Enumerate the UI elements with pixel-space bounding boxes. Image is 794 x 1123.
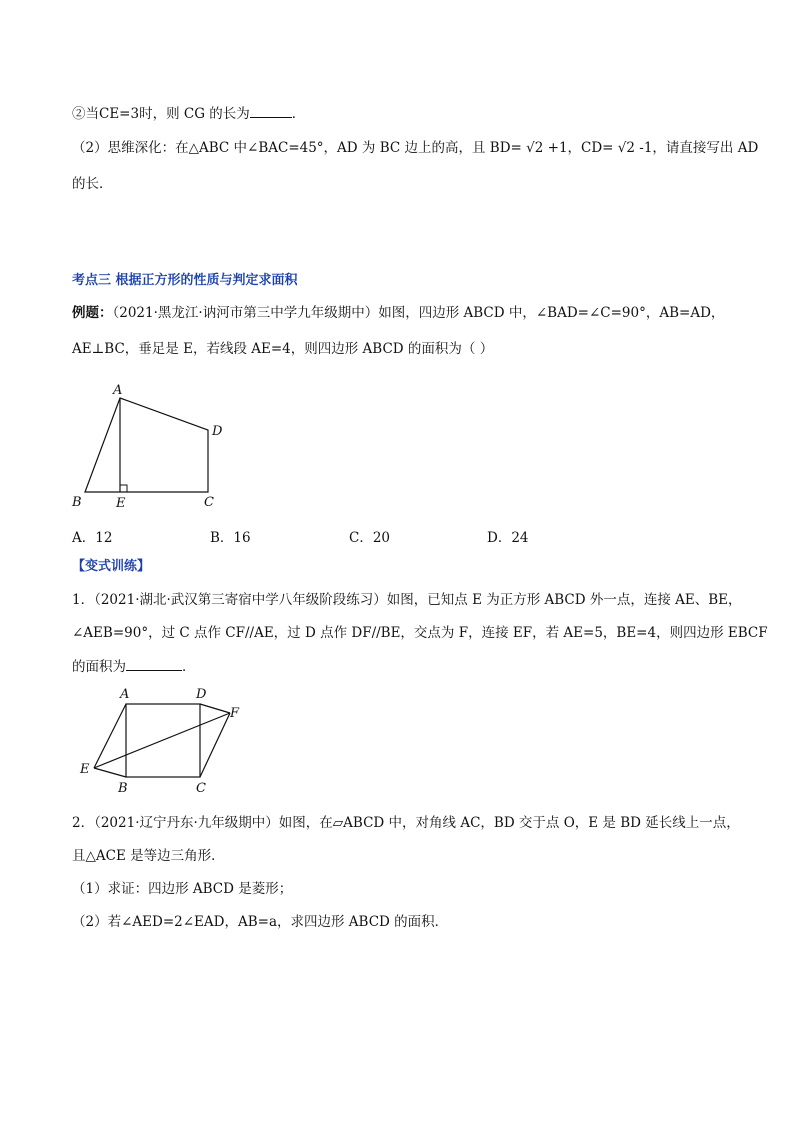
label-a: A: [113, 383, 123, 398]
q-part2-line: [72, 103, 305, 124]
option-b[interactable]: B．16: [210, 530, 251, 546]
problem2-sub2: （2）若∠AED=2∠EAD，AB=a，求四边形 ABCD 的面积．: [72, 914, 449, 930]
label-b: B: [118, 781, 128, 796]
q2-deepening-line: （2）思维深化：在△ABC 中∠BAC=45°，AD 为 BC 边上的高，且 BD= √2 +1，CD= √2 -1，请直接写出 AD: [72, 140, 759, 156]
example-line-2: AE⊥BC，垂足是 E，若线段 AE=4，则四边形 ABCD 的面积为（ ）: [72, 341, 494, 357]
label-e: E: [116, 496, 126, 511]
option-a[interactable]: A．12: [72, 530, 113, 546]
section-title: 考点三 根据正方形的性质与判定求面积: [72, 273, 298, 288]
problem1-line1: 1．（2021·湖北·武汉第三寄宿中学八年级阶段练习）如图，已知点 E 为正方形 ABCD 外一点，连接 AE、BE，: [72, 592, 742, 608]
problem1-line2: ∠AEB=90°，过 C 点作 CF//AE，过 D 点作 DF//BE，交点为 F，连接 EF，若 AE=5，BE=4，则四边形 EBCF: [72, 625, 768, 641]
segment-ef: [94, 713, 230, 768]
example-line-1: [72, 303, 724, 323]
label-c: C: [196, 781, 206, 796]
cg-question: CE=3时，则 CG 的长为: [99, 106, 250, 122]
segment-ae: [94, 704, 126, 768]
right-angle-mark: [120, 485, 127, 492]
period: ．: [291, 106, 306, 122]
label-e: E: [80, 762, 90, 777]
problem2-sub1: （1）求证：四边形 ABCD 是菱形；: [72, 881, 293, 897]
label-c: C: [204, 495, 214, 510]
label-d: D: [212, 424, 223, 439]
label-d: D: [196, 687, 207, 702]
segment-be: [94, 768, 126, 777]
problem2-line2: 且△ACE 是等边三角形．: [72, 848, 225, 864]
problem2-line1: 2．（2021·辽宁丹东·九年级期中）如图，在▱ABCD 中，对角线 AC，BD 交于点 O，E 是 BD 延长线上一点，: [72, 815, 740, 831]
segment-df: [200, 704, 230, 713]
segment-cf: [200, 713, 230, 777]
figure-square-ebcf: [72, 682, 272, 800]
option-c[interactable]: C．20: [349, 530, 391, 546]
figure-quadrilateral-abcd: [60, 375, 260, 515]
variant-title: 【变式训练】: [72, 559, 151, 574]
circled-2: ②当: [72, 106, 99, 122]
problem1-line3: [72, 656, 196, 677]
option-d[interactable]: D．24: [487, 530, 529, 546]
quad-abcd: [85, 398, 208, 492]
label-f: F: [230, 706, 240, 721]
answer-blank-area[interactable]: [126, 656, 182, 671]
q2-deepening-line-cont: 的长．: [72, 176, 113, 192]
answer-blank[interactable]: [250, 103, 292, 118]
label-a: A: [120, 687, 130, 702]
area-prompt: 的面积为: [72, 659, 126, 675]
label-b: B: [72, 495, 82, 510]
example-label: 例题：: [72, 305, 113, 321]
example-text: （2021·黑龙江·讷河市第三中学九年级期中）如图，四边形 ABCD 中，∠BAD=∠C=90°，AB=AD，: [112, 305, 725, 321]
period: ．: [182, 659, 196, 675]
